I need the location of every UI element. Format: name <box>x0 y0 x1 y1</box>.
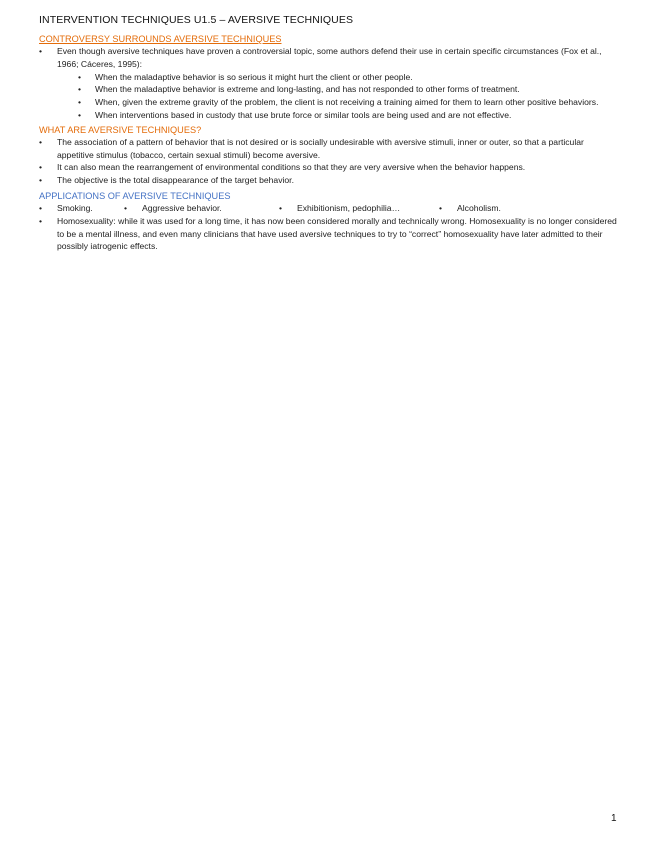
what-list <box>39 136 619 187</box>
section-applications <box>39 191 619 253</box>
list-item: • The association of a pattern of behavior that is not desired or is socially undesirable with aversive stimuli, inner or outer, so that a particular appetitive stimulus (tobacco, certain sexual stimuli) become aversive. <box>39 136 619 162</box>
controversy-list <box>39 45 619 122</box>
list-item: • The objective is the total disappearance of the target behavior. <box>39 174 619 187</box>
list-item: • Homosexuality: while it was used for a long time, it has now been considered morally and technically wrong. Homosexuality is no longer considered to be a mental illness, and even many clinicians that have used aversive techniques to try to “correct” homosexuality have later admitted to their possibly iatrogenic effects. <box>39 215 619 253</box>
list-item <box>39 45 619 122</box>
applications-list <box>39 215 619 253</box>
application-item: • Alcoholism. <box>439 202 557 215</box>
application-item: • Smoking. <box>39 202 124 215</box>
applications-heading: APPLICATIONS OF AVERSIVE TECHNIQUES <box>39 190 231 201</box>
what-heading: WHAT ARE AVERSIVE TECHNIQUES? <box>39 124 202 135</box>
list-item: • It can also mean the rearrangement of environmental conditions so that they are very aversive when the behavior happens. <box>39 161 619 174</box>
section-controversy <box>39 34 619 122</box>
page-number: 1 <box>611 813 617 824</box>
controversy-intro: Even though aversive techniques have proven a controversial topic, some authors defend their use in certain specific circumstances (Fox et al., 1966; Cáceres, 1995): <box>57 46 602 69</box>
application-item: • Aggressive behavior. <box>124 202 279 215</box>
sub-list-item: • When, given the extreme gravity of the problem, the client is not receiving a training aimed for them to learn other positive behaviors. <box>57 96 619 109</box>
applications-row <box>39 202 619 215</box>
sub-list-item: • When interventions based in custody that use brute force or similar tools are being used and are not effective. <box>57 109 619 122</box>
sub-list-item: • When the maladaptive behavior is so serious it might hurt the client or other people. <box>57 71 619 84</box>
application-item: • Exhibitionism, pedophilia… <box>279 202 439 215</box>
controversy-heading: CONTROVERSY SURROUNDS AVERSIVE TECHNIQUES <box>39 34 282 44</box>
section-what <box>39 125 619 187</box>
document-page <box>39 14 619 256</box>
sub-list-item: • When the maladaptive behavior is extreme and long-lasting, and has not responded to other forms of treatment. <box>57 83 619 96</box>
controversy-sublist <box>57 71 619 122</box>
document-title: INTERVENTION TECHNIQUES U1.5 – AVERSIVE TECHNIQUES <box>39 14 354 26</box>
